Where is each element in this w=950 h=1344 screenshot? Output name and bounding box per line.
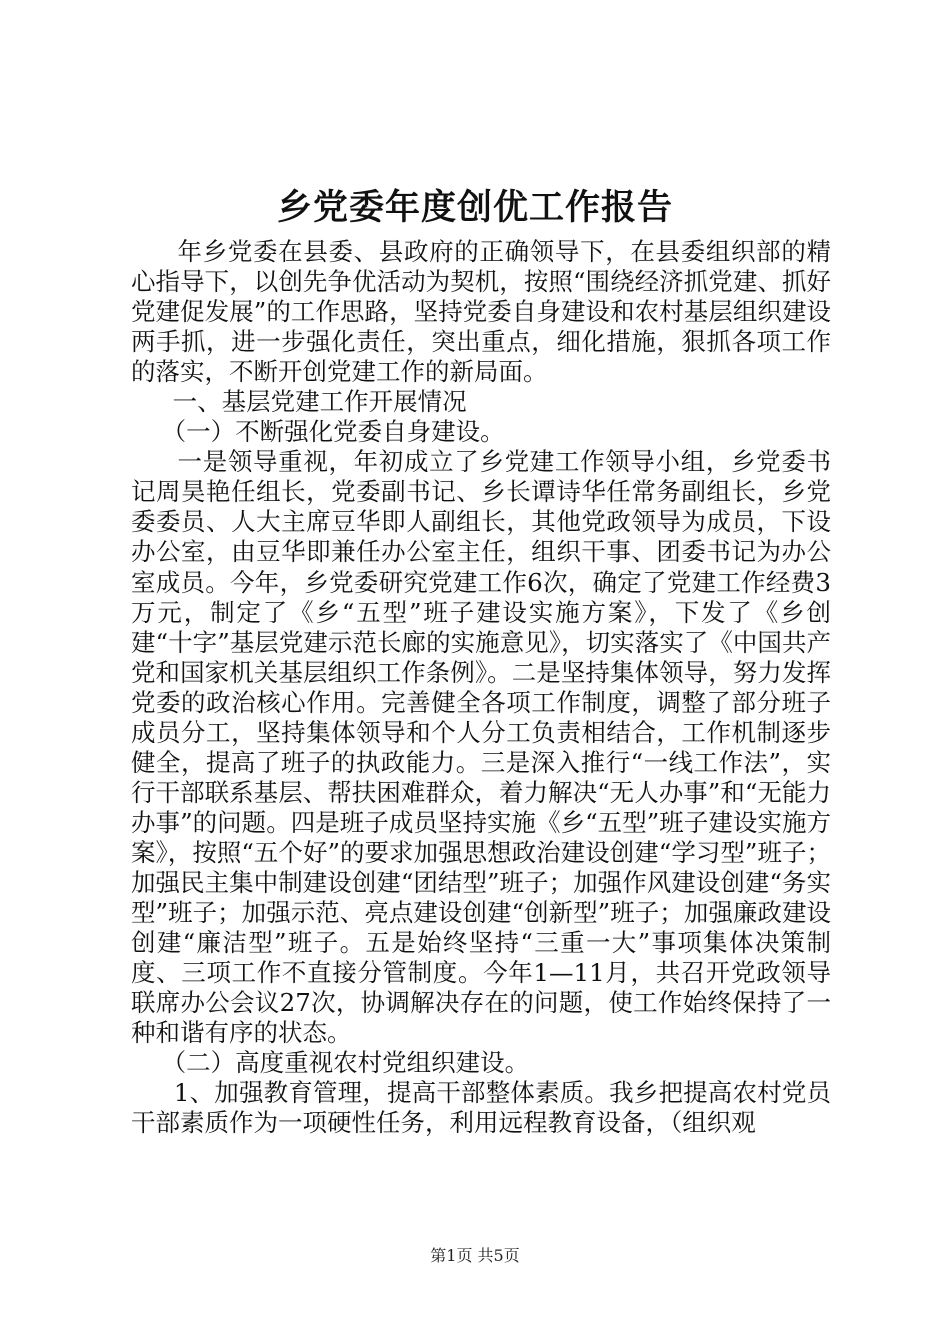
body-paragraph-2: 1、加强教育管理，提高干部整体素质。我乡把提高农村党员干部素质作为一项硬性任务，利用远程教育设备，（组织观: [131, 1078, 831, 1138]
document-title: 乡党委年度创优工作报告: [276, 187, 673, 228]
section-heading-1: 一、基层党建工作开展情况: [172, 387, 467, 417]
document-body: [131, 237, 831, 1138]
page-number-footer: 第1页 共5页: [430, 1246, 520, 1265]
body-paragraph-1: 一是领导重视，年初成立了乡党建工作领导小组，乡党委书记周昊艳任组长，党委副书记、乡长谭诗华任常务副组长，乡党委委员、人大主席豆华即人副组长，其他党政领导为成员，下设办公室，由豆华即兼任办公室主任，组织干事、团委书记为办公室成员。今年，乡党委研究党建工作6次，确定了党建工作经费3万元，制定了《乡“五型”班子建设实施方案》，下发了《乡创建“十字”基层党建示范长廊的实施意见》，切实落实了《中国共产党和国家机关基层组织工作条例》。二是坚持集体领导，努力发挥党委的政治核心作用。完善健全各项工作制度，调整了部分班子成员分工，坚持集体领导和个人分工负责相结合，工作机制逐步健全，提高了班子的执政能力。三是深入推行“一线工作法”，实行干部联系基层、帮扶困难群众，着力解决“无人办事”和“无能力办事”的问题。四是班子成员坚持实施《乡“五型”班子建设实施方案》，按照“五个好”的要求加强思想政治建设创建“学习型”班子；加强民主集中制建设创建“团结型”班子；加强作风建设创建“务实型”班子；加强示范、亮点建设创建“创新型”班子；加强廉政建设创建“廉洁型”班子。五是始终坚持“三重一大”事项集体决策制度、三项工作不直接分管制度。今年1—11月，共召开党政领导联席办公会议27次，协调解决存在的问题，使工作始终保持了一种和谐有序的状态。: [131, 447, 831, 1048]
subsection-heading-2: （二）高度重视农村党组织建设。: [161, 1048, 530, 1078]
subsection-heading-1: （一）不断强化党委自身建设。: [161, 417, 505, 447]
intro-paragraph: 年乡党委在县委、县政府的正确领导下，在县委组织部的精心指导下，以创先争优活动为契机，按照“围绕经济抓党建、抓好党建促发展”的工作思路，坚持党委自身建设和农村基层组织建设两手抓，进一步强化责任，突出重点，细化措施，狠抓各项工作的落实，不断开创党建工作的新局面。: [131, 237, 831, 387]
